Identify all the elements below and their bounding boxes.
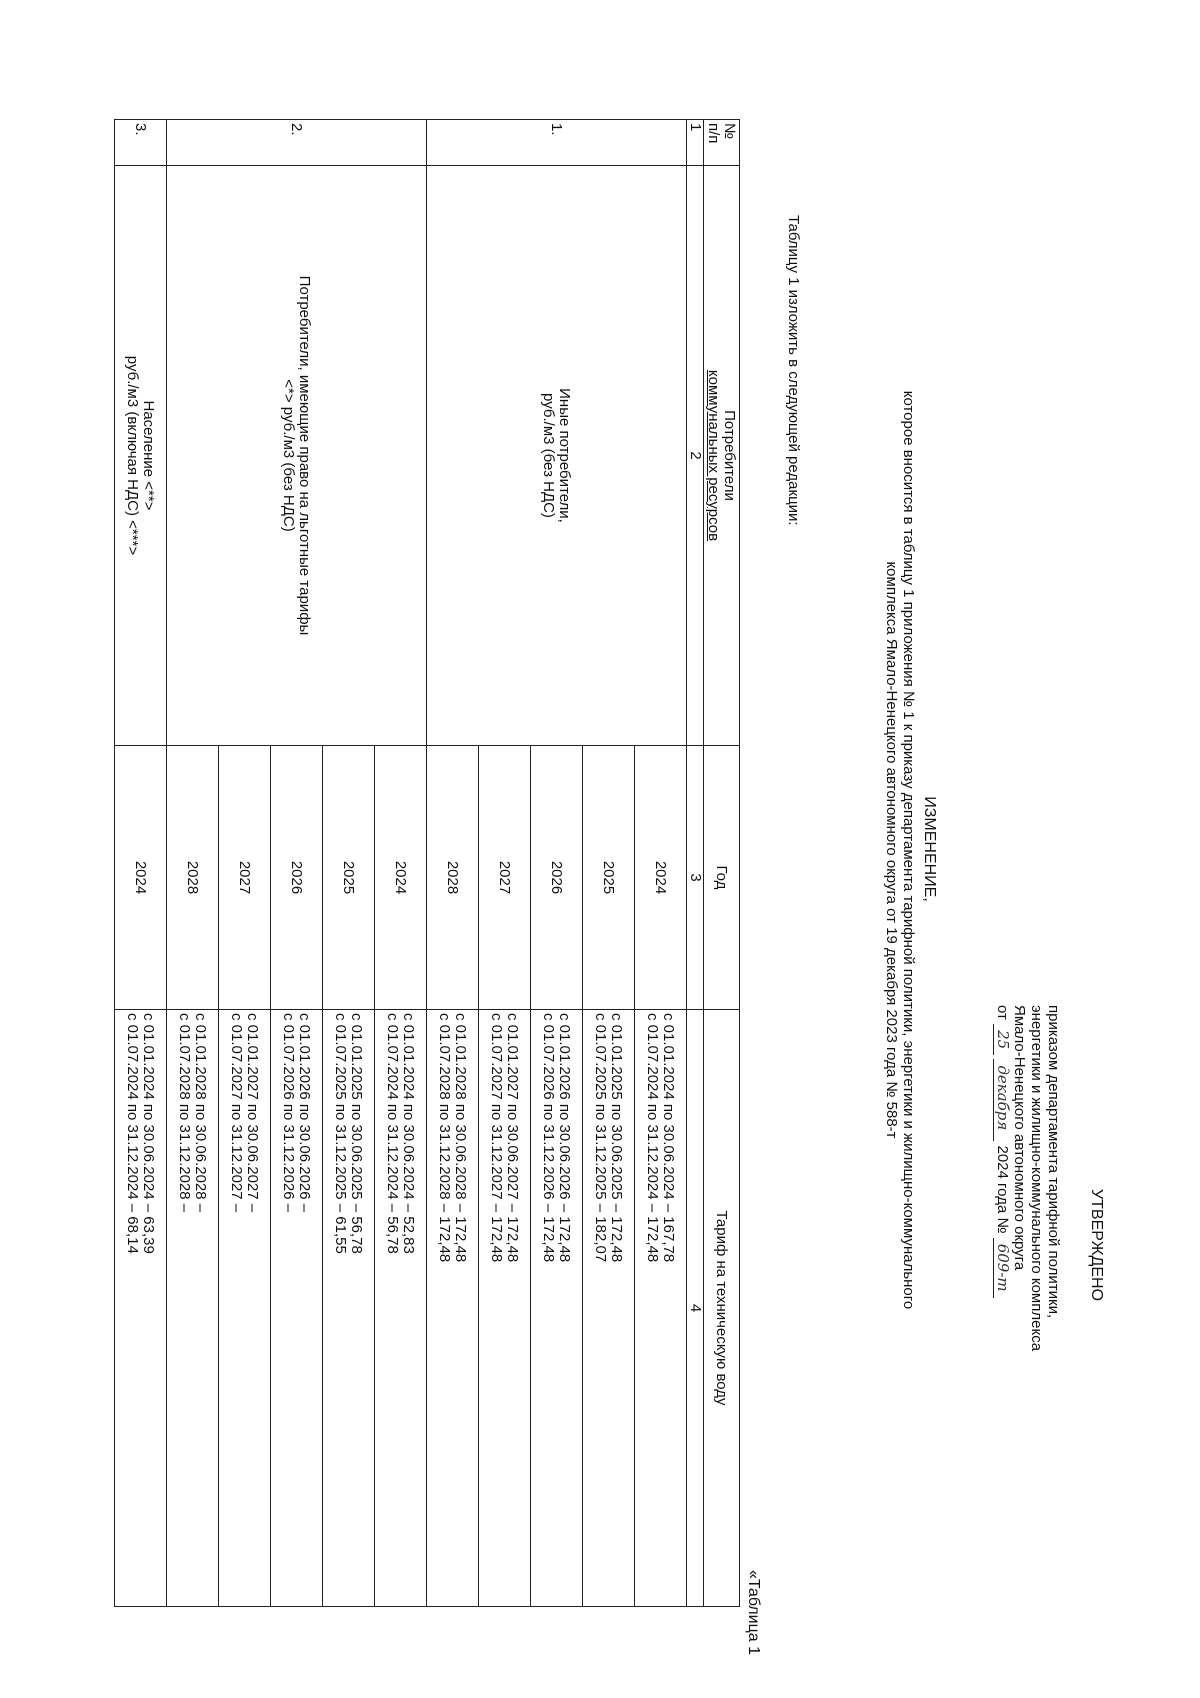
year-cell: 2025 [323,746,375,1010]
year-cell: 2027 [219,746,271,1010]
approval-line: приказом департамента тарифной политики, [1045,1005,1062,1319]
consumer-label: руб./м3 (включая НДС) <***> [124,355,142,556]
year-cell: 2028 [427,746,479,1010]
header-number: № [721,123,739,140]
header-consumers: Потребители [721,410,739,501]
tariff-cell [167,1010,219,1607]
tariff-period-line: с 01.07.2024 по 31.12.2024 – 56,78 [384,1013,402,1254]
tariff-cell [531,1010,583,1607]
tariff-period-line: с 01.01.2027 по 30.06.2027 – 172,48 [504,1013,522,1263]
approval-date-line [993,1005,1011,1485]
tariff-period-line: с 01.01.2024 по 30.06.2024 – 52,83 [400,1013,418,1254]
date-prefix: от [994,1005,1011,1020]
year-cell: 2024 [635,746,687,1010]
tariff-period-line: с 01.07.2024 по 31.12.2024 – 68,14 [124,1013,142,1254]
tariff-cell [323,1010,375,1607]
tariff-cell [479,1010,531,1607]
handwritten-order-number: 609-т [993,1238,1011,1298]
row-number: 1. [427,120,687,166]
tariff-cell [635,1010,687,1607]
header-tariff: Тариф на техническую воду [704,1010,740,1607]
header-year: Год [704,746,740,1010]
tariff-period-line: с 01.01.2026 по 30.06.2026 – 172,48 [556,1013,574,1263]
year-cell: 2026 [531,746,583,1010]
column-number: 3 [687,746,704,1010]
handwritten-month: декабря [993,1059,1011,1141]
tariff-period-line: с 01.01.2028 по 30.06.2028 – 172,48 [452,1013,470,1263]
tariff-period-line: с 01.07.2025 по 31.12.2025 – 61,55 [332,1013,350,1254]
header-row [704,120,740,1607]
header-consumers-cell [704,166,740,746]
change-description-line: комплекса Ямало-Ненецкого автономного округа от 19 декабря 2023 года № 588-т [883,561,900,1139]
change-description [883,120,917,1580]
table-caption: «Таблица 1 [745,1570,762,1655]
table-row [375,120,427,1607]
year-cell: 2027 [479,746,531,1010]
consumer-cell [115,166,167,746]
tariff-period-line: с 01.01.2025 по 30.06.2025 – 172,48 [608,1013,626,1263]
year-cell: 2026 [271,746,323,1010]
change-title: ИЗМЕНЕНИЕ, [921,796,938,902]
tariff-cell [583,1010,635,1607]
approval-line: энергетики и жилищно-коммунального комплекса [1028,1005,1045,1352]
consumer-label: Население <**> [140,400,158,511]
tariff-cell [219,1010,271,1607]
year-cell: 2024 [115,746,167,1010]
table-row [635,120,687,1607]
consumer-cell [167,166,427,746]
consumer-label: <*> руб./м3 (без НДС) [280,379,298,532]
tariff-period-line: с 01.07.2027 по 31.12.2027 – 172,48 [488,1013,506,1263]
consumer-label: Иные потребители, [556,388,574,523]
tariff-period-line: с 01.07.2026 по 31.12.2026 – 172,48 [540,1013,558,1263]
approval-block [993,1005,1105,1485]
date-year: 2024 года № [994,1145,1011,1234]
tariff-period-line: с 01.01.2025 по 30.06.2025 – 56,78 [348,1013,366,1254]
row-number: 2. [167,120,427,166]
change-description-line: которое вносится в таблицу 1 приложения № 1 к приказу департамента тарифной политики, энергетики и жилищно-коммунального [900,390,917,1310]
tariff-period-line: с 01.01.2024 по 30.06.2024 – 63,39 [140,1013,158,1254]
tariff-period-line: с 01.07.2026 по 31.12.2026 – [280,1013,298,1213]
column-number: 1 [687,120,704,166]
intro-text: Таблицу 1 изложить в следующей редакции: [785,215,802,526]
tariff-period-line: с 01.07.2025 по 31.12.2025 – 182,07 [592,1013,610,1263]
tariff-cell [115,1010,167,1607]
year-cell: 2028 [167,746,219,1010]
handwritten-day: 25 [993,1024,1011,1055]
tariff-period-line: с 01.07.2028 по 31.12.2028 – 172,48 [436,1013,454,1263]
tariff-period-line: с 01.07.2028 по 31.12.2028 – [176,1013,194,1213]
approval-line: Ямало-Ненецкого автономного округа [1011,1005,1028,1271]
consumer-label: Потребители, имеющие право на льготные тарифы [296,275,314,636]
header-consumers-sub: коммунальных ресурсов [705,369,723,542]
table-row [115,120,167,1607]
consumer-cell [427,166,687,746]
tariff-period-line: с 01.01.2027 по 30.06.2027 – [244,1013,262,1213]
tariff-table-body [115,120,740,1607]
header-number-cell [704,120,740,166]
tariff-period-line: с 01.07.2024 по 31.12.2024 – 172,48 [644,1013,662,1263]
tariff-cell [427,1010,479,1607]
year-cell: 2025 [583,746,635,1010]
tariff-period-line: с 01.01.2026 по 30.06.2026 – [296,1013,314,1213]
tariff-period-line: с 01.01.2028 по 30.06.2028 – [192,1013,210,1213]
column-number: 4 [687,1010,704,1607]
tariff-cell [375,1010,427,1607]
header-number-sub: п/п [705,123,723,144]
consumer-label: руб./м3 (без НДС) [540,393,558,518]
tariff-period-line: с 01.07.2027 по 31.12.2027 – [228,1013,246,1213]
year-cell: 2024 [375,746,427,1010]
tariff-period-line: с 01.01.2024 по 30.06.2024 – 167,78 [660,1013,678,1263]
approval-header: УТВЕРЖДЕНО [1088,1188,1105,1302]
column-number-row [687,120,704,1607]
column-number: 2 [687,166,704,746]
row-number: 3. [115,120,167,166]
tariff-cell [271,1010,323,1607]
tariff-table [114,119,740,1607]
